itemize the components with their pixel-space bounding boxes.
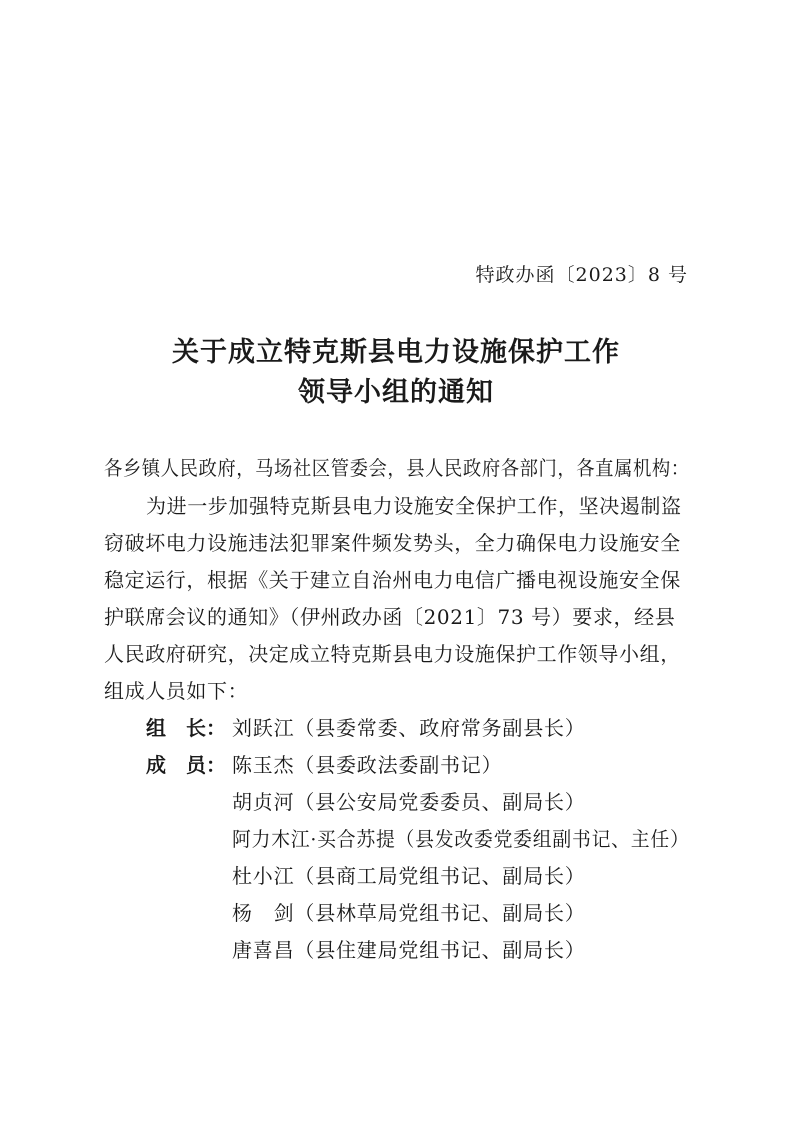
addressee: 各乡镇人民政府，马场社区管委会，县人民政府各部门，各直属机构： [104,456,690,480]
paragraph-line: 人民政府研究，决定成立特克斯县电力设施保护工作领导小组， [104,642,681,666]
members-label [146,749,226,778]
paragraph-line: 护联席会议的通知》（伊州政办函〔2021〕73 号）要求，经县 [104,605,676,629]
members-label-char-2: 员： [186,753,226,777]
document-title-line-1: 关于成立特克斯县电力设施保护工作 [172,337,620,368]
paragraph-line: 组成人员如下： [104,679,249,703]
leader-label-char-1: 组 [146,716,166,740]
leader-label-char-2: 长： [186,716,226,740]
document-number: 特政办函〔2023〕8 号 [475,264,688,286]
member-item: 阿力木江·买合苏提（县发改委党委组副书记、主任） [232,827,690,851]
document-title-line-2: 领导小组的通知 [298,377,494,408]
members-label-char-1: 成 [146,753,166,777]
leader-label [146,712,226,741]
paragraph-line: 窃破坏电力设施违法犯罪案件频发势头，全力确保电力设施安全 [104,531,681,555]
member-item: 杜小江（县商工局党组书记、副局长） [232,864,586,888]
leader-name: 刘跃江（县委常委、政府常务副县长） [232,716,586,740]
paragraph-line: 稳定运行，根据《关于建立自治州电力电信广播电视设施安全保 [104,568,681,592]
member-item: 唐喜昌（县住建局党组书记、副局长） [232,938,586,962]
member-item: 陈玉杰（县委政法委副书记） [232,753,503,777]
paragraph-line: 为进一步加强特克斯县电力设施安全保护工作，坚决遏制盗 [146,494,682,518]
member-item: 胡贞河（县公安局党委委员、副局长） [232,790,586,814]
member-item: 杨 剑（县林草局党组书记、副局长） [232,901,586,925]
